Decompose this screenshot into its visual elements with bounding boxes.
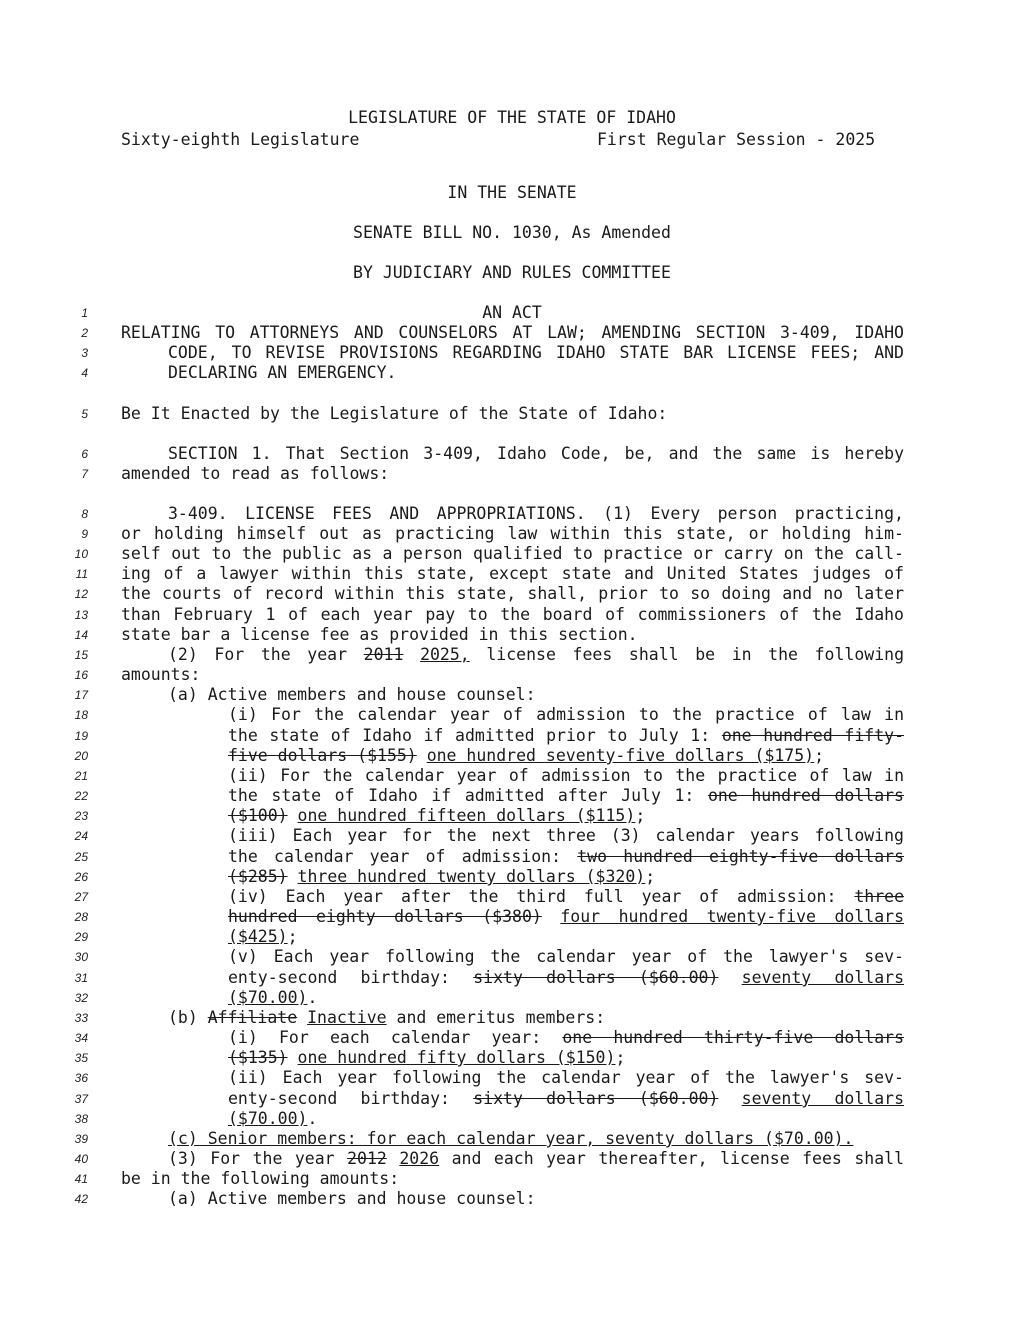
inserted-text: 2025, (420, 645, 470, 664)
legislature-title: LEGISLATURE OF THE STATE OF IDAHO (348, 108, 676, 127)
line-number: 38 (74, 1112, 88, 1126)
line-text (228, 988, 317, 1008)
text-segment: (3) For the year (168, 1149, 335, 1168)
bill-line (0, 1189, 1024, 1209)
deleted-text: three (854, 887, 904, 906)
line-number: 19 (74, 729, 88, 743)
line-text (228, 786, 904, 806)
text-segment: than February 1 of each year pay to the board of commissioners of the Idaho (121, 605, 904, 624)
line-number: 6 (81, 447, 88, 461)
line-text (168, 1008, 605, 1028)
bill-line (0, 685, 1024, 705)
bill-line (0, 363, 1024, 383)
text-segment: enty-second birthday: (228, 1089, 450, 1108)
bill-line (0, 726, 1024, 746)
line-text (121, 464, 389, 484)
line-number: 13 (74, 608, 88, 622)
deleted-text: sixty dollars ($60.00) (473, 968, 719, 987)
bill-line (0, 404, 1024, 424)
bill-line (0, 625, 1024, 645)
inserted-text: four hundred twenty-five dollars (560, 907, 905, 926)
bill-line (0, 988, 1024, 1008)
text-segment: DECLARING AN EMERGENCY. (168, 363, 397, 382)
text-segment: SECTION 1. That Section 3-409, Idaho Code, be, and the same is hereby (168, 444, 904, 463)
line-text (121, 564, 904, 584)
line-number: 30 (74, 950, 88, 964)
line-text (228, 826, 904, 846)
session-left: Sixty-eighth Legislature (121, 130, 360, 149)
inserted-text: seventy dollars (741, 1089, 905, 1108)
line-text (121, 665, 200, 685)
line-number: 28 (74, 910, 88, 924)
text-segment: or holding himself out as practicing law within this state, or holding him- (121, 524, 904, 543)
line-number: 41 (74, 1172, 88, 1186)
deleted-text: 2012 (347, 1149, 387, 1168)
text-segment: and emeritus members: (396, 1008, 606, 1027)
line-number: 12 (74, 587, 88, 601)
line-text (228, 847, 904, 867)
deleted-text: ($135) (228, 1048, 288, 1067)
text-segment: 3-409. LICENSE FEES AND APPROPRIATIONS. (1) Every person practicing, (168, 504, 904, 523)
bill-line (0, 968, 1024, 988)
text-segment: (a) Active members and house counsel: (168, 1189, 536, 1208)
text-segment: be in the following amounts: (121, 1169, 400, 1188)
text-segment: (v) Each year following the calendar year of the lawyer's sev- (228, 947, 904, 966)
line-text (228, 1028, 904, 1048)
bill-line (0, 705, 1024, 725)
line-text (228, 867, 655, 887)
inserted-text: 2026 (399, 1149, 440, 1168)
line-text (228, 927, 298, 947)
bill-line (0, 605, 1024, 625)
line-number: 26 (74, 870, 88, 884)
bill-line (0, 887, 1024, 907)
line-text (121, 625, 638, 645)
line-text (228, 766, 904, 786)
text-segment: the state of Idaho if admitted prior to July 1: (228, 726, 711, 745)
line-number: 34 (74, 1031, 88, 1045)
line-number: 11 (75, 567, 88, 581)
line-number: 4 (81, 366, 88, 380)
inserted-text: (c) Senior members: for each calendar year, seventy dollars ($70.00). (168, 1129, 854, 1148)
line-number: 36 (74, 1071, 88, 1085)
text-segment: ; (635, 806, 646, 825)
line-number: 9 (81, 527, 88, 541)
inserted-text: seventy dollars (741, 968, 905, 987)
text-segment: AN ACT (482, 303, 542, 322)
bill-line (0, 303, 1024, 323)
inserted-text: one hundred fifteen dollars ($115) (297, 806, 636, 825)
chamber-heading: IN THE SENATE (447, 183, 577, 202)
line-text (121, 605, 904, 625)
line-text (228, 968, 904, 988)
line-number: 42 (74, 1192, 88, 1206)
line-number: 18 (74, 708, 88, 722)
line-text (228, 1089, 904, 1109)
line-text (228, 806, 645, 826)
line-text (228, 705, 904, 725)
text-segment: enty-second birthday: (228, 968, 450, 987)
line-number: 17 (74, 688, 88, 702)
text-segment: (ii) Each year following the calendar year of the lawyer's sev- (228, 1068, 904, 1087)
text-segment: (i) For each calendar year: (228, 1028, 542, 1047)
text-segment: ; (615, 1048, 626, 1067)
text-segment: self out to the public as a person qualified to practice or carry on the call- (121, 544, 904, 563)
bill-line (0, 584, 1024, 604)
line-number: 32 (74, 991, 88, 1005)
line-number: 5 (81, 407, 88, 421)
line-number: 14 (74, 628, 88, 642)
line-number: 8 (81, 507, 88, 521)
bill-line (0, 1048, 1024, 1068)
line-number: 31 (74, 971, 88, 985)
line-text (168, 343, 904, 363)
line-text (228, 887, 904, 907)
line-text (168, 645, 904, 665)
bill-title: SENATE BILL NO. 1030, As Amended (353, 223, 671, 242)
bill-line (0, 826, 1024, 846)
bill-line (0, 867, 1024, 887)
text-segment: (2) For the year (168, 645, 348, 664)
line-text (168, 1149, 904, 1169)
text-segment: Be It Enacted by the Legislature of the State of Idaho: (121, 404, 668, 423)
line-text (228, 907, 904, 927)
line-text (168, 504, 904, 524)
line-text (121, 323, 904, 343)
deleted-text: one hundred fifty- (721, 726, 905, 745)
text-segment: the state of Idaho if admitted after July 1: (228, 786, 695, 805)
deleted-text: five dollars ($155) (228, 746, 417, 765)
bill-line (0, 564, 1024, 584)
line-text (0, 303, 1024, 323)
line-number: 21 (74, 769, 88, 783)
line-number: 7 (81, 467, 88, 481)
line-text (168, 685, 536, 705)
bill-line (0, 947, 1024, 967)
deleted-text: hundred eighty dollars ($380) (228, 907, 542, 926)
line-text (228, 1048, 625, 1068)
inserted-text: ($70.00) (228, 1109, 308, 1128)
deleted-text: one hundred dollars (707, 786, 904, 805)
inserted-text: three hundred twenty dollars ($320) (297, 867, 646, 886)
line-number: 25 (74, 850, 88, 864)
line-text (168, 1129, 853, 1149)
text-segment: license fees shall be in the following (486, 645, 905, 664)
bill-line (0, 1068, 1024, 1088)
bill-line (0, 847, 1024, 867)
bill-line (0, 464, 1024, 484)
text-segment: ; (814, 746, 825, 765)
text-segment: and each year thereafter, license fees shall (451, 1149, 905, 1168)
session-right: First Regular Session - 2025 (597, 130, 876, 149)
inserted-text: one hundred fifty dollars ($150) (297, 1048, 616, 1067)
line-text (228, 1068, 904, 1088)
line-text (121, 584, 904, 604)
line-text (168, 1189, 536, 1209)
line-text (121, 404, 667, 424)
bill-line (0, 806, 1024, 826)
line-number: 33 (74, 1011, 88, 1025)
bill-line (0, 1028, 1024, 1048)
line-number: 35 (74, 1051, 88, 1065)
bill-line (0, 1169, 1024, 1189)
bill-line (0, 665, 1024, 685)
line-text (228, 947, 904, 967)
text-segment: the courts of record within this state, shall, prior to so doing and no later (121, 584, 904, 603)
deleted-text: ($100) (228, 806, 288, 825)
text-segment: ing of a lawyer within this state, except state and United States judges of (121, 564, 904, 583)
line-number: 24 (74, 829, 88, 843)
line-number: 2 (81, 326, 88, 340)
line-number: 15 (74, 648, 88, 662)
line-number: 40 (74, 1152, 88, 1166)
line-text (228, 1109, 317, 1129)
line-number: 39 (74, 1132, 88, 1146)
bill-line (0, 504, 1024, 524)
line-number: 29 (74, 930, 88, 944)
deleted-text: one hundred thirty-five dollars (562, 1028, 905, 1047)
bill-line (0, 645, 1024, 665)
text-segment: . (307, 1109, 318, 1128)
line-text (168, 444, 904, 464)
deleted-text: 2011 (363, 645, 404, 664)
text-segment: RELATING TO ATTORNEYS AND COUNSELORS AT LAW; AMENDING SECTION 3-409, IDAHO (121, 323, 904, 342)
line-text (121, 524, 904, 544)
deleted-text: ($285) (228, 867, 288, 886)
text-segment: . (307, 988, 318, 1007)
line-text (168, 363, 396, 383)
line-number: 22 (74, 789, 88, 803)
committee-line: BY JUDICIARY AND RULES COMMITTEE (353, 263, 671, 282)
line-number: 10 (74, 547, 88, 561)
inserted-text: Inactive (307, 1008, 387, 1027)
text-segment: amended to read as follows: (121, 464, 390, 483)
line-number: 23 (74, 809, 88, 823)
bill-line (0, 907, 1024, 927)
deleted-text: Affiliate (207, 1008, 298, 1027)
text-segment: (a) Active members and house counsel: (168, 685, 536, 704)
text-segment: the calendar year of admission: (228, 847, 562, 866)
line-number: 27 (74, 890, 88, 904)
bill-line (0, 927, 1024, 947)
line-number: 16 (74, 668, 88, 682)
line-text (121, 544, 904, 564)
text-segment: (iv) Each year after the third full year of admission: (228, 887, 837, 906)
bill-line (0, 1129, 1024, 1149)
text-segment: (iii) Each year for the next three (3) calendar years following (228, 826, 904, 845)
bill-line (0, 343, 1024, 363)
text-segment: CODE, TO REVISE PROVISIONS REGARDING IDAHO STATE BAR LICENSE FEES; AND (168, 343, 904, 362)
text-segment: ; (287, 927, 298, 946)
line-number: 3 (81, 346, 88, 360)
line-number: 37 (74, 1092, 88, 1106)
bill-line (0, 766, 1024, 786)
inserted-text: ($70.00) (228, 988, 308, 1007)
text-segment: ; (645, 867, 656, 886)
deleted-text: two hundred eighty-five dollars (577, 847, 905, 866)
bill-line (0, 786, 1024, 806)
bill-line (0, 746, 1024, 766)
bill-line (0, 1008, 1024, 1028)
line-text (228, 746, 824, 766)
bill-line (0, 1149, 1024, 1169)
bill-line (0, 1089, 1024, 1109)
text-segment: (ii) For the calendar year of admission to the practice of law in (228, 766, 904, 785)
text-segment: (b) (168, 1008, 198, 1027)
deleted-text: sixty dollars ($60.00) (473, 1089, 719, 1108)
text-segment: amounts: (121, 665, 201, 684)
bill-line (0, 1109, 1024, 1129)
line-number: 20 (74, 749, 88, 763)
bill-line (0, 544, 1024, 564)
line-text (121, 1169, 399, 1189)
line-number: 1 (81, 306, 88, 320)
inserted-text: ($425) (228, 927, 288, 946)
bill-line (0, 323, 1024, 343)
line-text (228, 726, 904, 746)
text-segment: (i) For the calendar year of admission to the practice of law in (228, 705, 904, 724)
bill-line (0, 444, 1024, 464)
text-segment: state bar a license fee as provided in this section. (121, 625, 638, 644)
bill-line (0, 524, 1024, 544)
inserted-text: one hundred seventy-five dollars ($175) (426, 746, 815, 765)
